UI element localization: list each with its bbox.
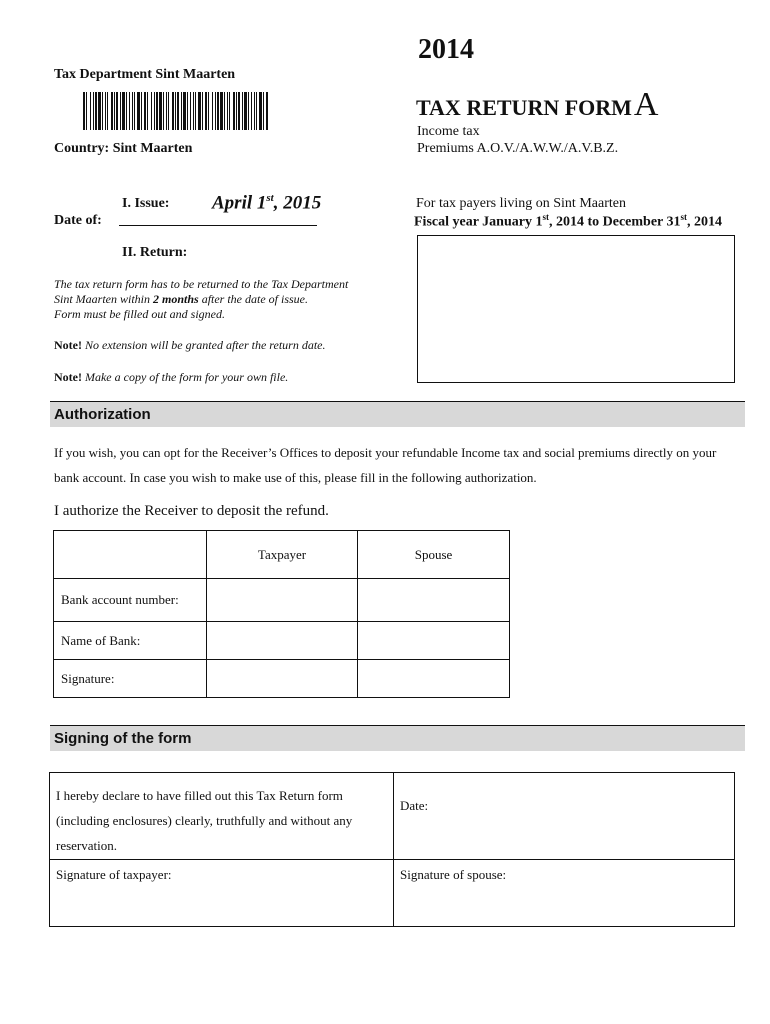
barcode-image [83, 92, 269, 130]
signature-label: Signature: [54, 660, 207, 698]
authorization-text: If you wish, you can opt for the Receiver’s Offices to deposit your refundable Income tax and social premiums directly on your bank account. In case you wish to make use of this, please fill in the following authorization. [54, 445, 717, 485]
form-title [416, 86, 658, 124]
table-row [50, 773, 735, 860]
for-payers-text: For tax payers living on Sint Maarten [416, 196, 626, 211]
return-label: II. Return: [122, 245, 188, 260]
issue-date [212, 192, 321, 214]
issue-underline [119, 225, 317, 226]
note-extension-text: No extension will be granted after the return date. [81, 338, 326, 352]
table-row [54, 579, 510, 622]
table-row [54, 622, 510, 660]
country-label: Country: Sint Maarten [54, 141, 193, 156]
return-months: 2 months [153, 292, 199, 306]
date-field[interactable]: Date: [394, 773, 735, 860]
fiscal-suffix: , 2014 [687, 214, 723, 230]
authorize-statement: I authorize the Receiver to deposit the refund. [54, 503, 329, 519]
taxpayer-bank-name-field[interactable] [207, 622, 358, 660]
form-year: 2014 [418, 34, 474, 65]
signing-table [49, 772, 735, 927]
return-instructions [54, 277, 348, 322]
table-header-blank [54, 531, 207, 579]
note-extension [54, 338, 326, 353]
department-name: Tax Department Sint Maarten [54, 67, 236, 82]
table-header-row [54, 531, 510, 579]
fiscal-middle: , 2014 to December 31 [548, 214, 681, 230]
bank-account-label: Bank account number: [54, 579, 207, 622]
fiscal-prefix: Fiscal year January 1 [414, 214, 543, 230]
authorization-header: Authorization [50, 401, 745, 427]
table-header-spouse: Spouse [358, 531, 510, 579]
spouse-bank-name-field[interactable] [358, 622, 510, 660]
premiums-label: Premiums A.O.V./A.W.W./A.V.B.Z. [417, 141, 619, 156]
issue-date-main: April 1 [212, 192, 267, 214]
fiscal-sup1: st [542, 212, 549, 222]
fiscal-sup2: st [680, 212, 688, 222]
return-line-2 [54, 292, 348, 307]
issue-date-sup: st [266, 192, 274, 204]
signing-header: Signing of the form [50, 725, 745, 751]
spouse-signature-field[interactable] [358, 660, 510, 698]
fiscal-year-text [414, 212, 722, 231]
barcode-bar [268, 92, 269, 130]
declaration-text: I hereby declare to have filled out this Tax Return form (including enclosures) clearly, truthfully and without any reservation. [50, 773, 394, 860]
table-row [54, 660, 510, 698]
bank-name-label: Name of Bank: [54, 622, 207, 660]
table-header-taxpayer: Taxpayer [207, 531, 358, 579]
spouse-bank-account-field[interactable] [358, 579, 510, 622]
form-title-text: TAX RETURN FORM [416, 95, 632, 120]
taxpayer-signature-field[interactable] [207, 660, 358, 698]
taxpayer-signature-box[interactable]: Signature of taxpayer: [50, 860, 394, 927]
note-label: Note! [54, 338, 82, 352]
return-line-2c: after the date of issue. [198, 292, 309, 306]
note-copy-text: Make a copy of the form for your own file. [81, 370, 289, 384]
note-label: Note! [54, 370, 82, 384]
return-line-1: The tax return form has to be returned to the Tax Department [54, 277, 349, 291]
return-line-3: Form must be filled out and signed. [54, 307, 225, 321]
form-letter: A [633, 86, 659, 123]
table-row [50, 860, 735, 927]
authorization-table [53, 530, 510, 698]
return-line-2a: Sint Maarten within [54, 292, 153, 306]
date-of-label: Date of: [54, 213, 102, 228]
issue-date-year: , 2015 [273, 192, 322, 214]
note-copy [54, 370, 288, 385]
income-tax-label: Income tax [417, 124, 480, 139]
taxpayer-bank-account-field[interactable] [207, 579, 358, 622]
issue-label: I. Issue: [122, 196, 170, 211]
spouse-signature-box[interactable]: Signature of spouse: [394, 860, 735, 927]
address-box [417, 235, 735, 383]
